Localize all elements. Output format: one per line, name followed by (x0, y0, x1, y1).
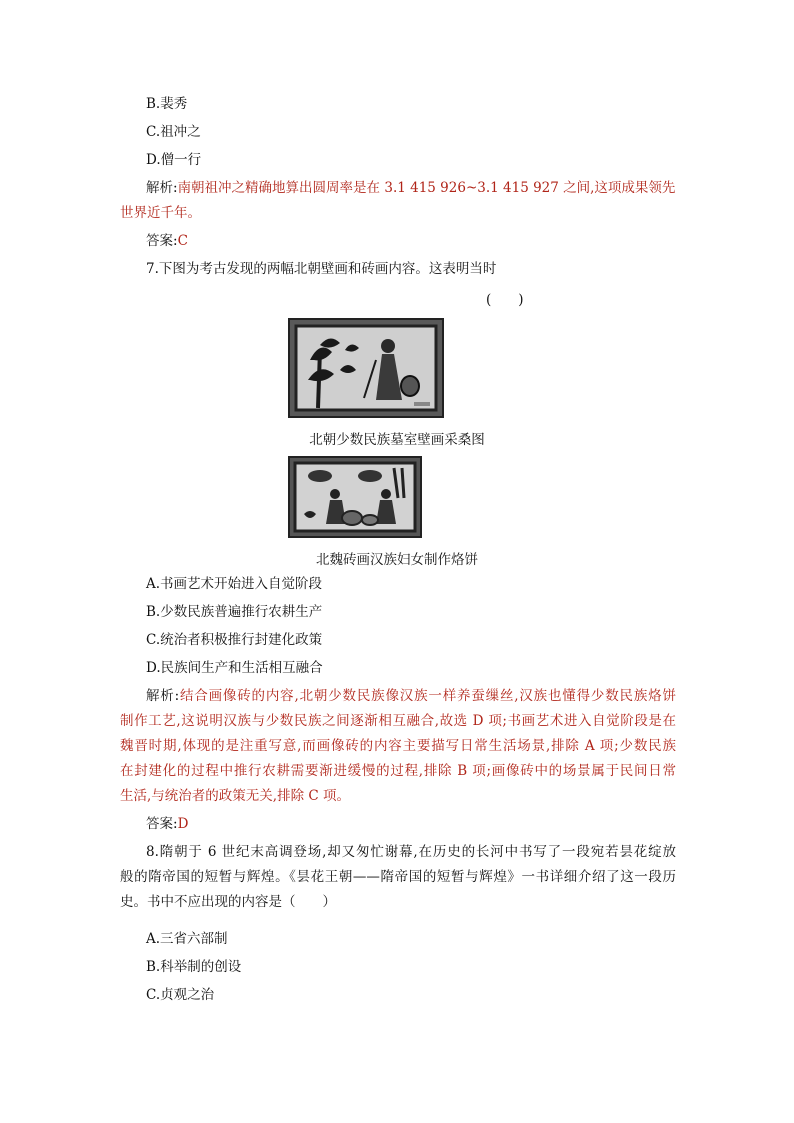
option-d: D.民族间生产和生活相互融合 (146, 660, 323, 676)
option-c: C.祖冲之 (146, 124, 201, 140)
option-a: A.三省六部制 (146, 931, 228, 947)
analysis-label: 解析: (146, 688, 180, 704)
answer-blank: ( ) (486, 292, 524, 308)
question-stem-cont: 史。书中不应出现的内容是（ ） (120, 894, 336, 910)
answer-value: D (177, 816, 189, 832)
analysis-text: 制作工艺,这说明汉族与少数民族之间逐渐相互融合,故选 D 项;书画艺术进入自觉阶段是在 (120, 713, 676, 729)
mural-mulberry-picking-image (288, 318, 444, 418)
analysis-text: 在封建化的过程中推行农耕需要渐进缓慢的过程,排除 B 项;画像砖中的场景属于民间日常 (120, 763, 676, 779)
analysis-text: 魏晋时期,体现的是注重写意,而画像砖的内容主要描写日常生活场景,排除 A 项;少数民族 (120, 738, 676, 754)
analysis-line (146, 178, 675, 198)
analysis-text: 结合画像砖的内容,北朝少数民族像汉族一样养蚕缫丝,汉族也懂得少数民族烙饼 (179, 688, 676, 704)
answer-line (146, 814, 188, 834)
answer-label: 答案: (146, 816, 178, 832)
question-stem: 7.下图为考古发现的两幅北朝壁画和砖画内容。这表明当时 (146, 261, 497, 277)
option-b: B.科举制的创设 (146, 959, 242, 975)
answer-line (146, 231, 188, 251)
question-stem: 8.隋朝于 6 世纪末高调登场,却又匆忙谢幕,在历史的长河中书写了一段宛若昙花绽放 (146, 844, 676, 860)
option-b: B.少数民族普遍推行农耕生产 (146, 604, 323, 620)
analysis-label: 解析: (146, 180, 178, 196)
analysis-text: 生活,与统治者的政策无关,排除 C 项。 (120, 788, 350, 804)
answer-value: C (177, 233, 188, 249)
analysis-text-cont: 世界近千年。 (120, 205, 201, 221)
brick-painting-pancake-image (288, 456, 422, 538)
figure-caption-2: 北魏砖画汉族妇女制作烙饼 (316, 552, 478, 568)
option-d: D.僧一行 (146, 152, 202, 168)
analysis-text: 南朝祖冲之精确地算出圆周率是在 3.1 415 926~3.1 415 927 之间,这项成果领先 (177, 180, 676, 196)
option-c: C.贞观之治 (146, 987, 215, 1003)
option-a: A.书画艺术开始进入自觉阶段 (146, 576, 323, 592)
question-stem-cont: 般的隋帝国的短暂与辉煌。《昙花王朝——隋帝国的短暂与辉煌》一书详细介绍了这一段历 (120, 869, 676, 885)
figure-caption-1: 北朝少数民族墓室壁画采桑图 (309, 432, 485, 448)
option-c: C.统治者积极推行封建化政策 (146, 632, 323, 648)
analysis-line (120, 686, 676, 706)
answer-label: 答案: (146, 233, 178, 249)
option-b: B.裴秀 (146, 96, 188, 112)
